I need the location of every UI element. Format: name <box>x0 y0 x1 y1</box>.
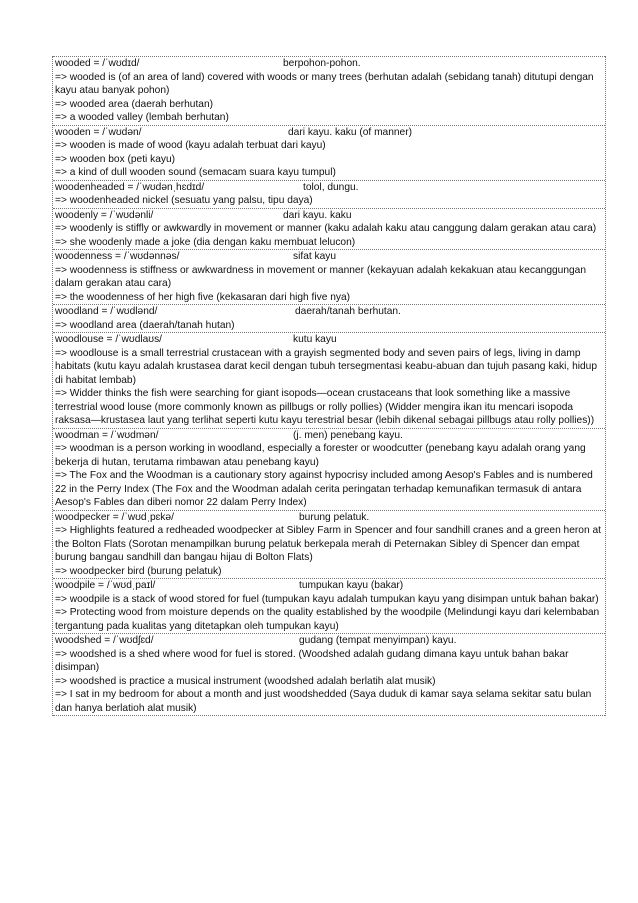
entry-example-line: => woodenly is stiffly or awkwardly in movement or manner (kaku adalah kaku atau canggung dalam gerakan atau cara) <box>55 223 597 234</box>
entry-gloss: tolol, dungu. <box>303 181 359 193</box>
dictionary-entry <box>53 304 605 332</box>
entry-term: woodpecker = /ˈwʊdˌpɛkə/ <box>55 511 174 523</box>
entry-headword-row <box>53 511 605 525</box>
entry-headword-row <box>53 634 605 648</box>
entry-example-line: => a wooded valley (lembah berhutan) <box>55 112 229 123</box>
entry-example-line: => woodenheaded nickel (sesuatu yang palsu, tipu daya) <box>55 195 313 206</box>
dictionary-entry <box>53 180 605 208</box>
entry-example-line: => wooded is (of an area of land) covered with woods or many trees (berhutan adalah (sebidang tanah) ditutupi dengan kayu atau banyak pohon) <box>55 71 594 96</box>
dictionary-entry <box>53 249 605 304</box>
entry-headword-row <box>53 57 605 71</box>
entry-headword-row <box>53 333 605 347</box>
dictionary-entry <box>53 510 605 579</box>
dictionary-entry <box>53 428 605 510</box>
entry-example-line: => she woodenly made a joke (dia dengan kaku membuat lelucon) <box>55 236 356 248</box>
entry-headword-row <box>53 429 605 443</box>
entry-headword-row <box>53 126 605 140</box>
dictionary-entry <box>53 332 605 428</box>
entry-term: wooden = /ˈwʊdən/ <box>55 126 142 138</box>
dictionary-document <box>52 56 606 716</box>
entry-example-line: => woodshed is practice a musical instrument (woodshed adalah berlatih alat musik) <box>55 675 436 687</box>
entry-example-line: => woodland area (daerah/tanah hutan) <box>55 319 235 331</box>
entry-gloss: dari kayu. kaku (of manner) <box>288 126 413 138</box>
entry-term: woodpile = /ˈwʊdˌpaɪl/ <box>55 580 156 591</box>
entry-example-line: => wooded area (daerah berhutan) <box>55 98 214 110</box>
entry-gloss: dari kayu. kaku <box>283 209 352 221</box>
entry-example-line: => The Fox and the Woodman is a cautionary story against hypocrisy included among Aesop's Fables and is numbered 22 in the Perry Index (The Fox and the Woodman adalah cerita peringatan terhadap kemunafikan termasuk di antara Aesop's Fables dan diberi nomor 22 dalam Perry Index) <box>55 470 593 508</box>
entry-gloss: kutu kayu <box>293 334 337 345</box>
entry-headword-row <box>53 181 605 195</box>
entry-headword-row <box>53 209 605 223</box>
entry-example-line: => Widder thinks the fish were searching for giant isopods—ocean crustaceans that look something like a massive terrestrial wood louse (more commonly known as pillbugs or rolly pollies) (Widder mengira ikan itu mencari isopoda raksasa—krustasea laut yang terlihat seperti kutu kayu terestrial besar (lebih dikenal sebagai pillbugs atau rolly pollies)) <box>55 388 595 426</box>
entry-example-line: => woodpile is a stack of wood stored for fuel (tumpukan kayu adalah tumpukan kayu yang disimpan untuk bahan bakar) <box>55 593 599 605</box>
entry-gloss: tumpukan kayu (bakar) <box>299 580 404 591</box>
entry-example-line: => woodenness is stiffness or awkwardness in movement or manner (kekayuan adalah kekakuan atau kecanggungan dalam gerakan atau cara) <box>55 264 587 289</box>
dictionary-entry <box>53 56 605 125</box>
entry-headword-row <box>53 579 605 593</box>
entry-example-line: => woodshed is a shed where wood for fuel is stored. (Woodshed adalah gudang dimana kayu untuk bahan bakar disimpan) <box>55 648 569 673</box>
entry-example-line: => woodman is a person working in woodland, especially a forester or woodcutter (penebang kayu adalah orang yang bekerja di hutan, terutama rimbawan atau penebang kayu) <box>55 443 586 468</box>
entry-gloss: (j. men) penebang kayu. <box>293 429 403 441</box>
entry-term: woodshed = /ˈwʊdʃɛd/ <box>55 635 154 646</box>
entry-headword-row <box>53 250 605 264</box>
entry-gloss: berpohon-pohon. <box>283 58 361 69</box>
entry-gloss: sifat kayu <box>293 251 337 262</box>
entry-example-line: => woodlouse is a small terrestrial crustacean with a grayish segmented body and seven pairs of legs, living in damp habitats (kutu kayu adalah krustasea darat kecil dengan tubuh tersegmentasi keabu-abuan dan tujuh pasang kaki, hidup di habitat lembab) <box>55 347 598 386</box>
entry-example-line: => I sat in my bedroom for about a month and just woodshedded (Saya duduk di kamar saya selama sekitar satu bulan dan hanya berlatioh alat musik) <box>55 689 592 714</box>
entry-example-line: => wooden box (peti kayu) <box>55 153 176 165</box>
entry-term: woodenness = /ˈwʊdənnəs/ <box>55 251 180 262</box>
entry-gloss: gudang (tempat menyimpan) kayu. <box>299 635 457 646</box>
entry-term: woodman = /ˈwʊdmən/ <box>55 429 159 441</box>
entry-example-line: => Highlights featured a redheaded woodpecker at Sibley Farm in Spencer and four sandhill cranes and a green heron at the Bolton Flats (Sorotan menampilkan burung pelatuk berkepala merah di Peternakan Sibley di Spencer dan empat burung bangau sandhill dan bangau hijau di Bolton Flats) <box>55 525 601 563</box>
entry-headword-row <box>53 305 605 319</box>
entry-term: woodenly = /ˈwʊdənli/ <box>55 209 154 221</box>
dictionary-entry <box>53 208 605 250</box>
entry-term: woodenheaded = /ˈwʊdənˌhɛdɪd/ <box>55 181 205 193</box>
dictionary-entry <box>53 633 605 716</box>
entry-term: woodland = /ˈwʊdlənd/ <box>55 306 158 317</box>
entry-example-line: => a kind of dull wooden sound (semacam suara kayu tumpul) <box>55 167 336 178</box>
entry-gloss: daerah/tanah berhutan. <box>295 306 401 317</box>
dictionary-entry <box>53 125 605 180</box>
entry-example-line: => the woodenness of her high five (kekasaran dari high five nya) <box>55 291 351 303</box>
entry-example-line: => wooden is made of wood (kayu adalah terbuat dari kayu) <box>55 140 326 151</box>
entry-example-line: => Protecting wood from moisture depends on the quality established by the woodpile (Melindungi kayu dari kelembaban tergantung pada kualitas yang ditetapkan oleh tumpukan kayu) <box>55 607 600 632</box>
entry-term: woodlouse = /ˈwʊdlaʊs/ <box>55 334 162 345</box>
entry-example-line: => woodpecker bird (burung pelatuk) <box>55 565 222 577</box>
entry-term: wooded = /ˈwʊdɪd/ <box>55 58 140 69</box>
dictionary-entry <box>53 578 605 633</box>
entry-gloss: burung pelatuk. <box>299 511 370 523</box>
